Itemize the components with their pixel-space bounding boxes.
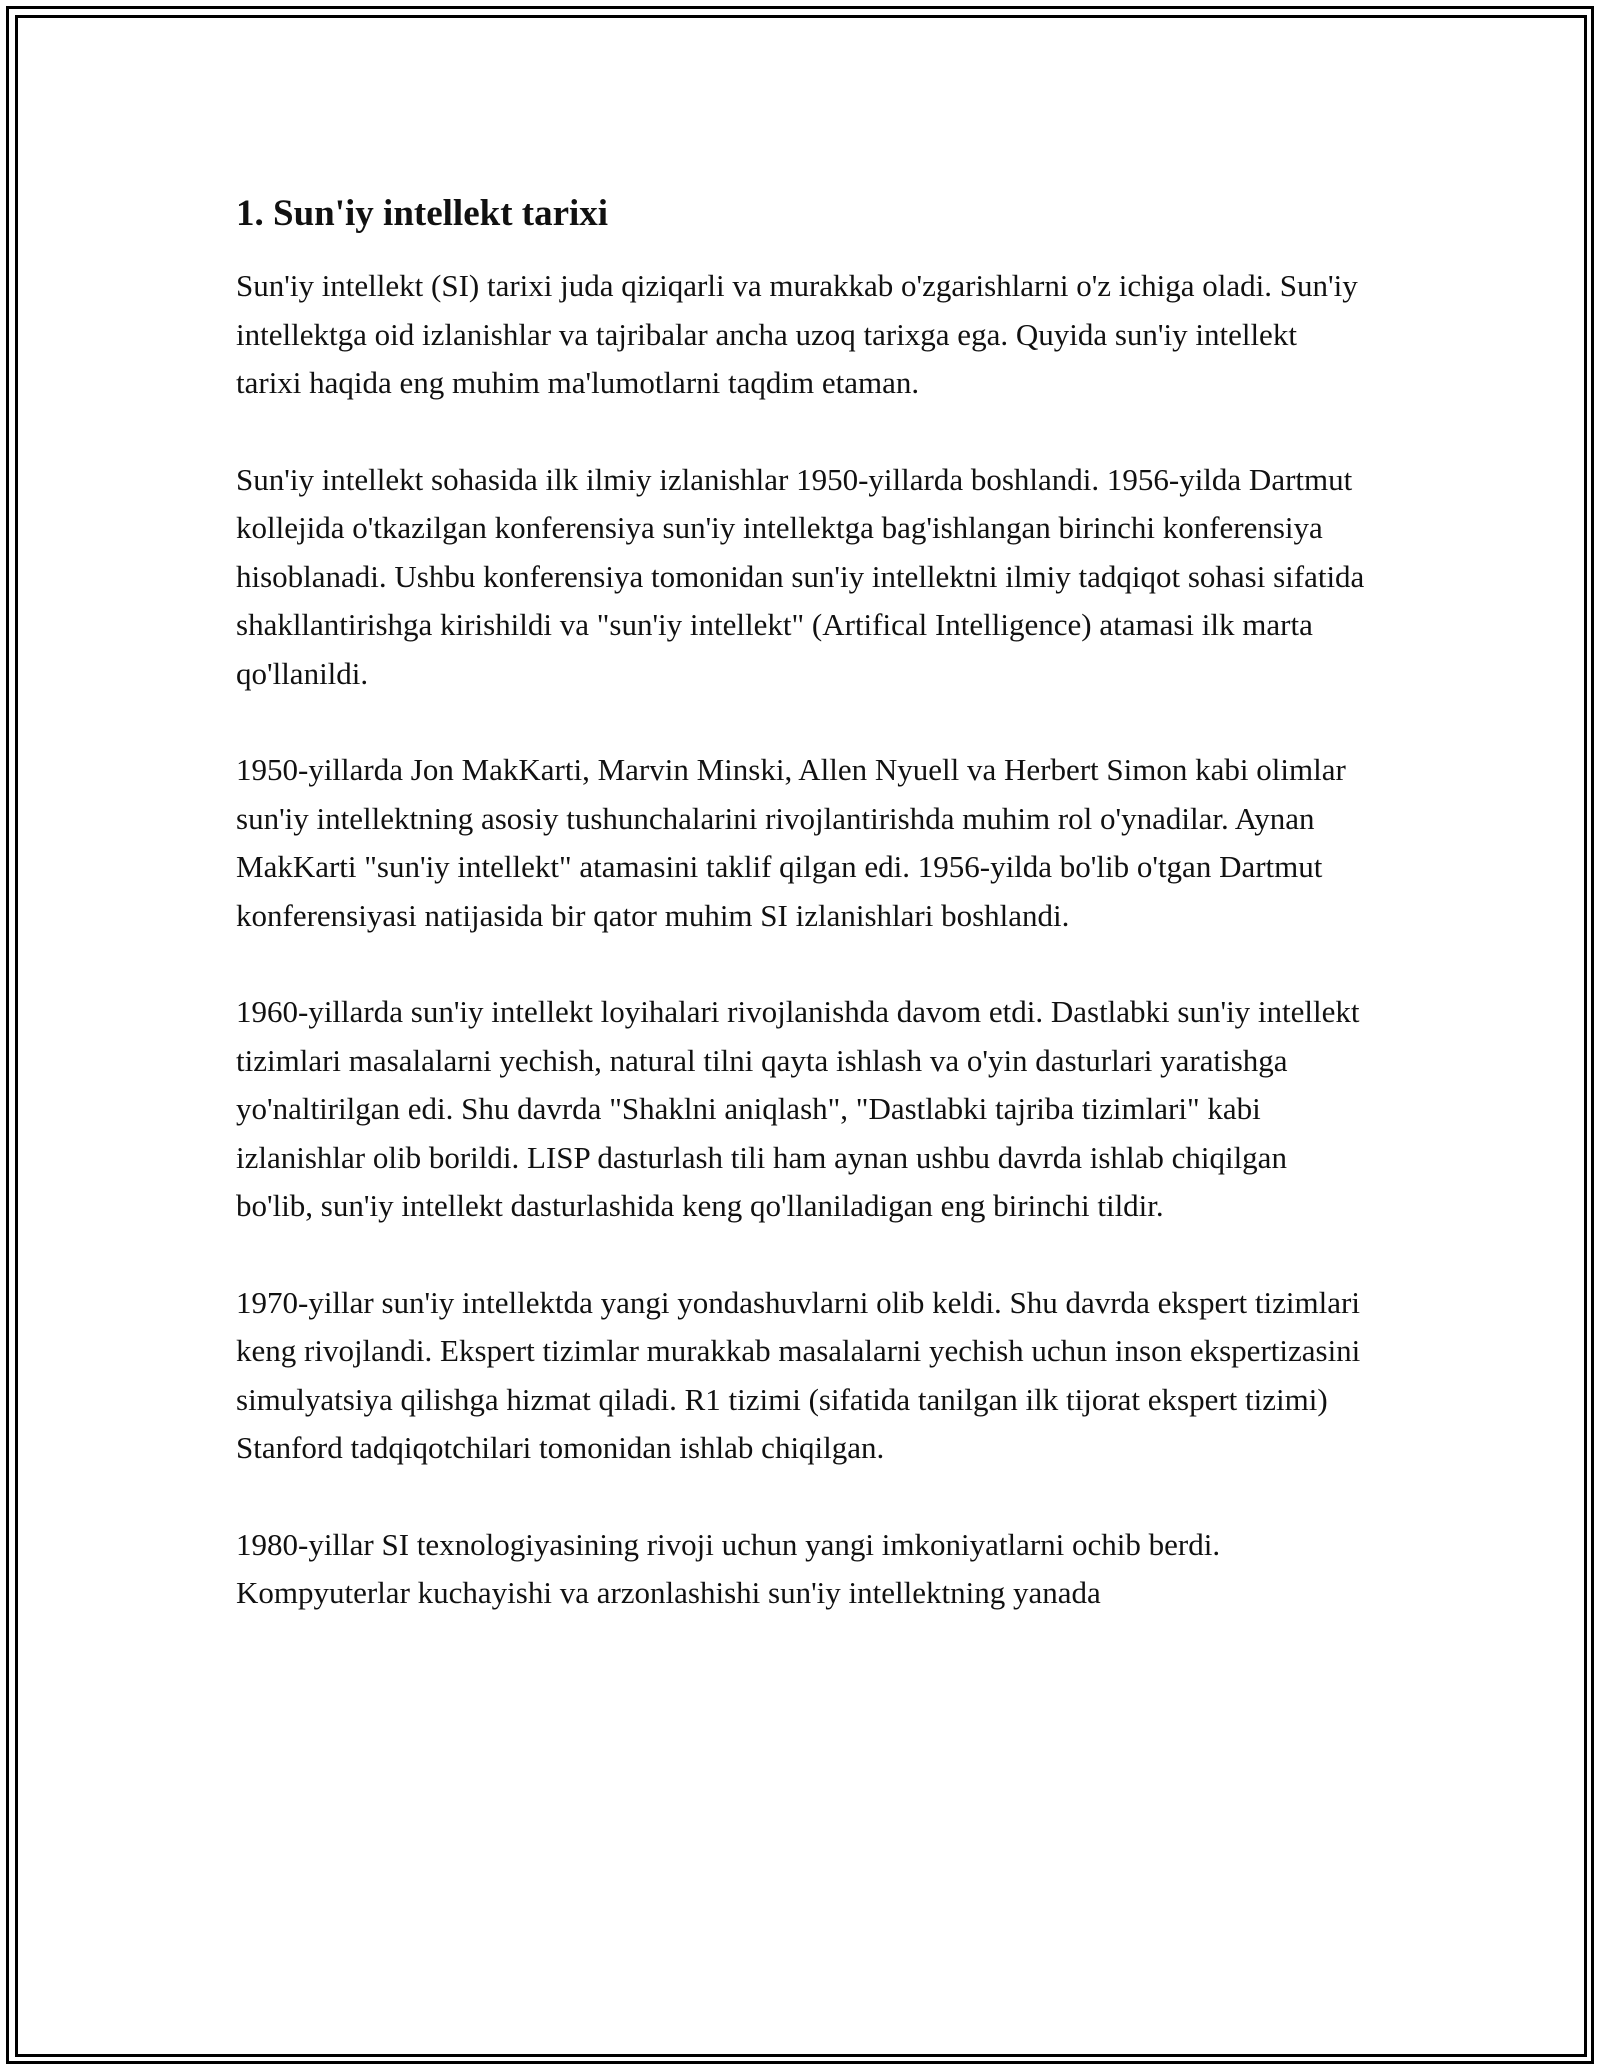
document-body (236, 186, 1366, 1666)
paragraph-1950s-beginnings: Sun'iy intellekt sohasida ilk ilmiy izlanishlar 1950-yillarda boshlandi. 1956-yilda Dartmut kollejida o'tkazilgan konferensiya sun'iy intellektga bag'ishlangan birinchi konferensiya hisoblanadi. Ushbu konferensiya tomonidan sun'iy intellektni ilmiy tadqiqot sohasi sifatida shakllantirishga kirishildi va "sun'iy intellekt" (Artifical Intelligence) atamasi ilk marta qo'llanildi. (236, 461, 1365, 691)
paragraph-1970s: 1970-yillar sun'iy intellektda yangi yondashuvlarni olib keldi. Shu davrda ekspert tizimlari keng rivojlandi. Ekspert tizimlar murakkab masalalarni yechish uchun inson ekspertizasini simulyatsiya qilishga hizmat qiladi. R1 tizimi (sifatida tanilgan ilk tijorat ekspert tizimi) Stanford tadqiqotchilari tomonidan ishlab chiqilgan. (236, 1284, 1361, 1465)
paragraph-1960s: 1960-yillarda sun'iy intellekt loyihalari rivojlanishda davom etdi. Dastlabki sun'iy intellekt tizimlari masalalarni yechish, natural tilni qayta ishlash va o'yin dasturlari yaratishga yo'naltirilgan edi. Shu davrda "Shaklni aniqlash", "Dastlabki tajriba tizimlari" kabi izlanishlar olib borildi. LISP dasturlash tili ham aynan ushbu davrda ishlab chiqilgan bo'lib, sun'iy intellekt dasturlashida keng qo'llaniladigan eng birinchi tildir. (236, 994, 1360, 1223)
section-heading: 1. Sun'iy intellekt tarixi (236, 193, 609, 234)
paragraph-1950s-scientists: 1950-yillarda Jon MakKarti, Marvin Minski, Allen Nyuell va Herbert Simon kabi olimlar sun'iy intellektning asosiy tushunchalarini rivojlantirishda muhim rol o'ynadilar. Aynan MakKarti "sun'iy intellekt" atamasini taklif qilgan edi. 1956-yilda bo'lib o'tgan Dartmut konferensiyasi natijasida bir qator muhim SI izlanishlari boshlandi. (236, 752, 1346, 933)
paragraph-1980s: 1980-yillar SI texnologiyasining rivoji uchun yangi imkoniyatlarni ochib berdi. Kompyuterlar kuchayishi va arzonlashishi sun'iy intellektning yanada (236, 1526, 1221, 1610)
paragraph-intro: Sun'iy intellekt (SI) tarixi juda qiziqarli va murakkab o'zgarishlarni o'z ichiga oladi. Sun'iy intellektga oid izlanishlar va tajribalar ancha uzoq tarixga ega. Quyida sun'iy intellekt tarixi haqida eng muhim ma'lumotlarni taqdim etaman. (236, 268, 1358, 400)
